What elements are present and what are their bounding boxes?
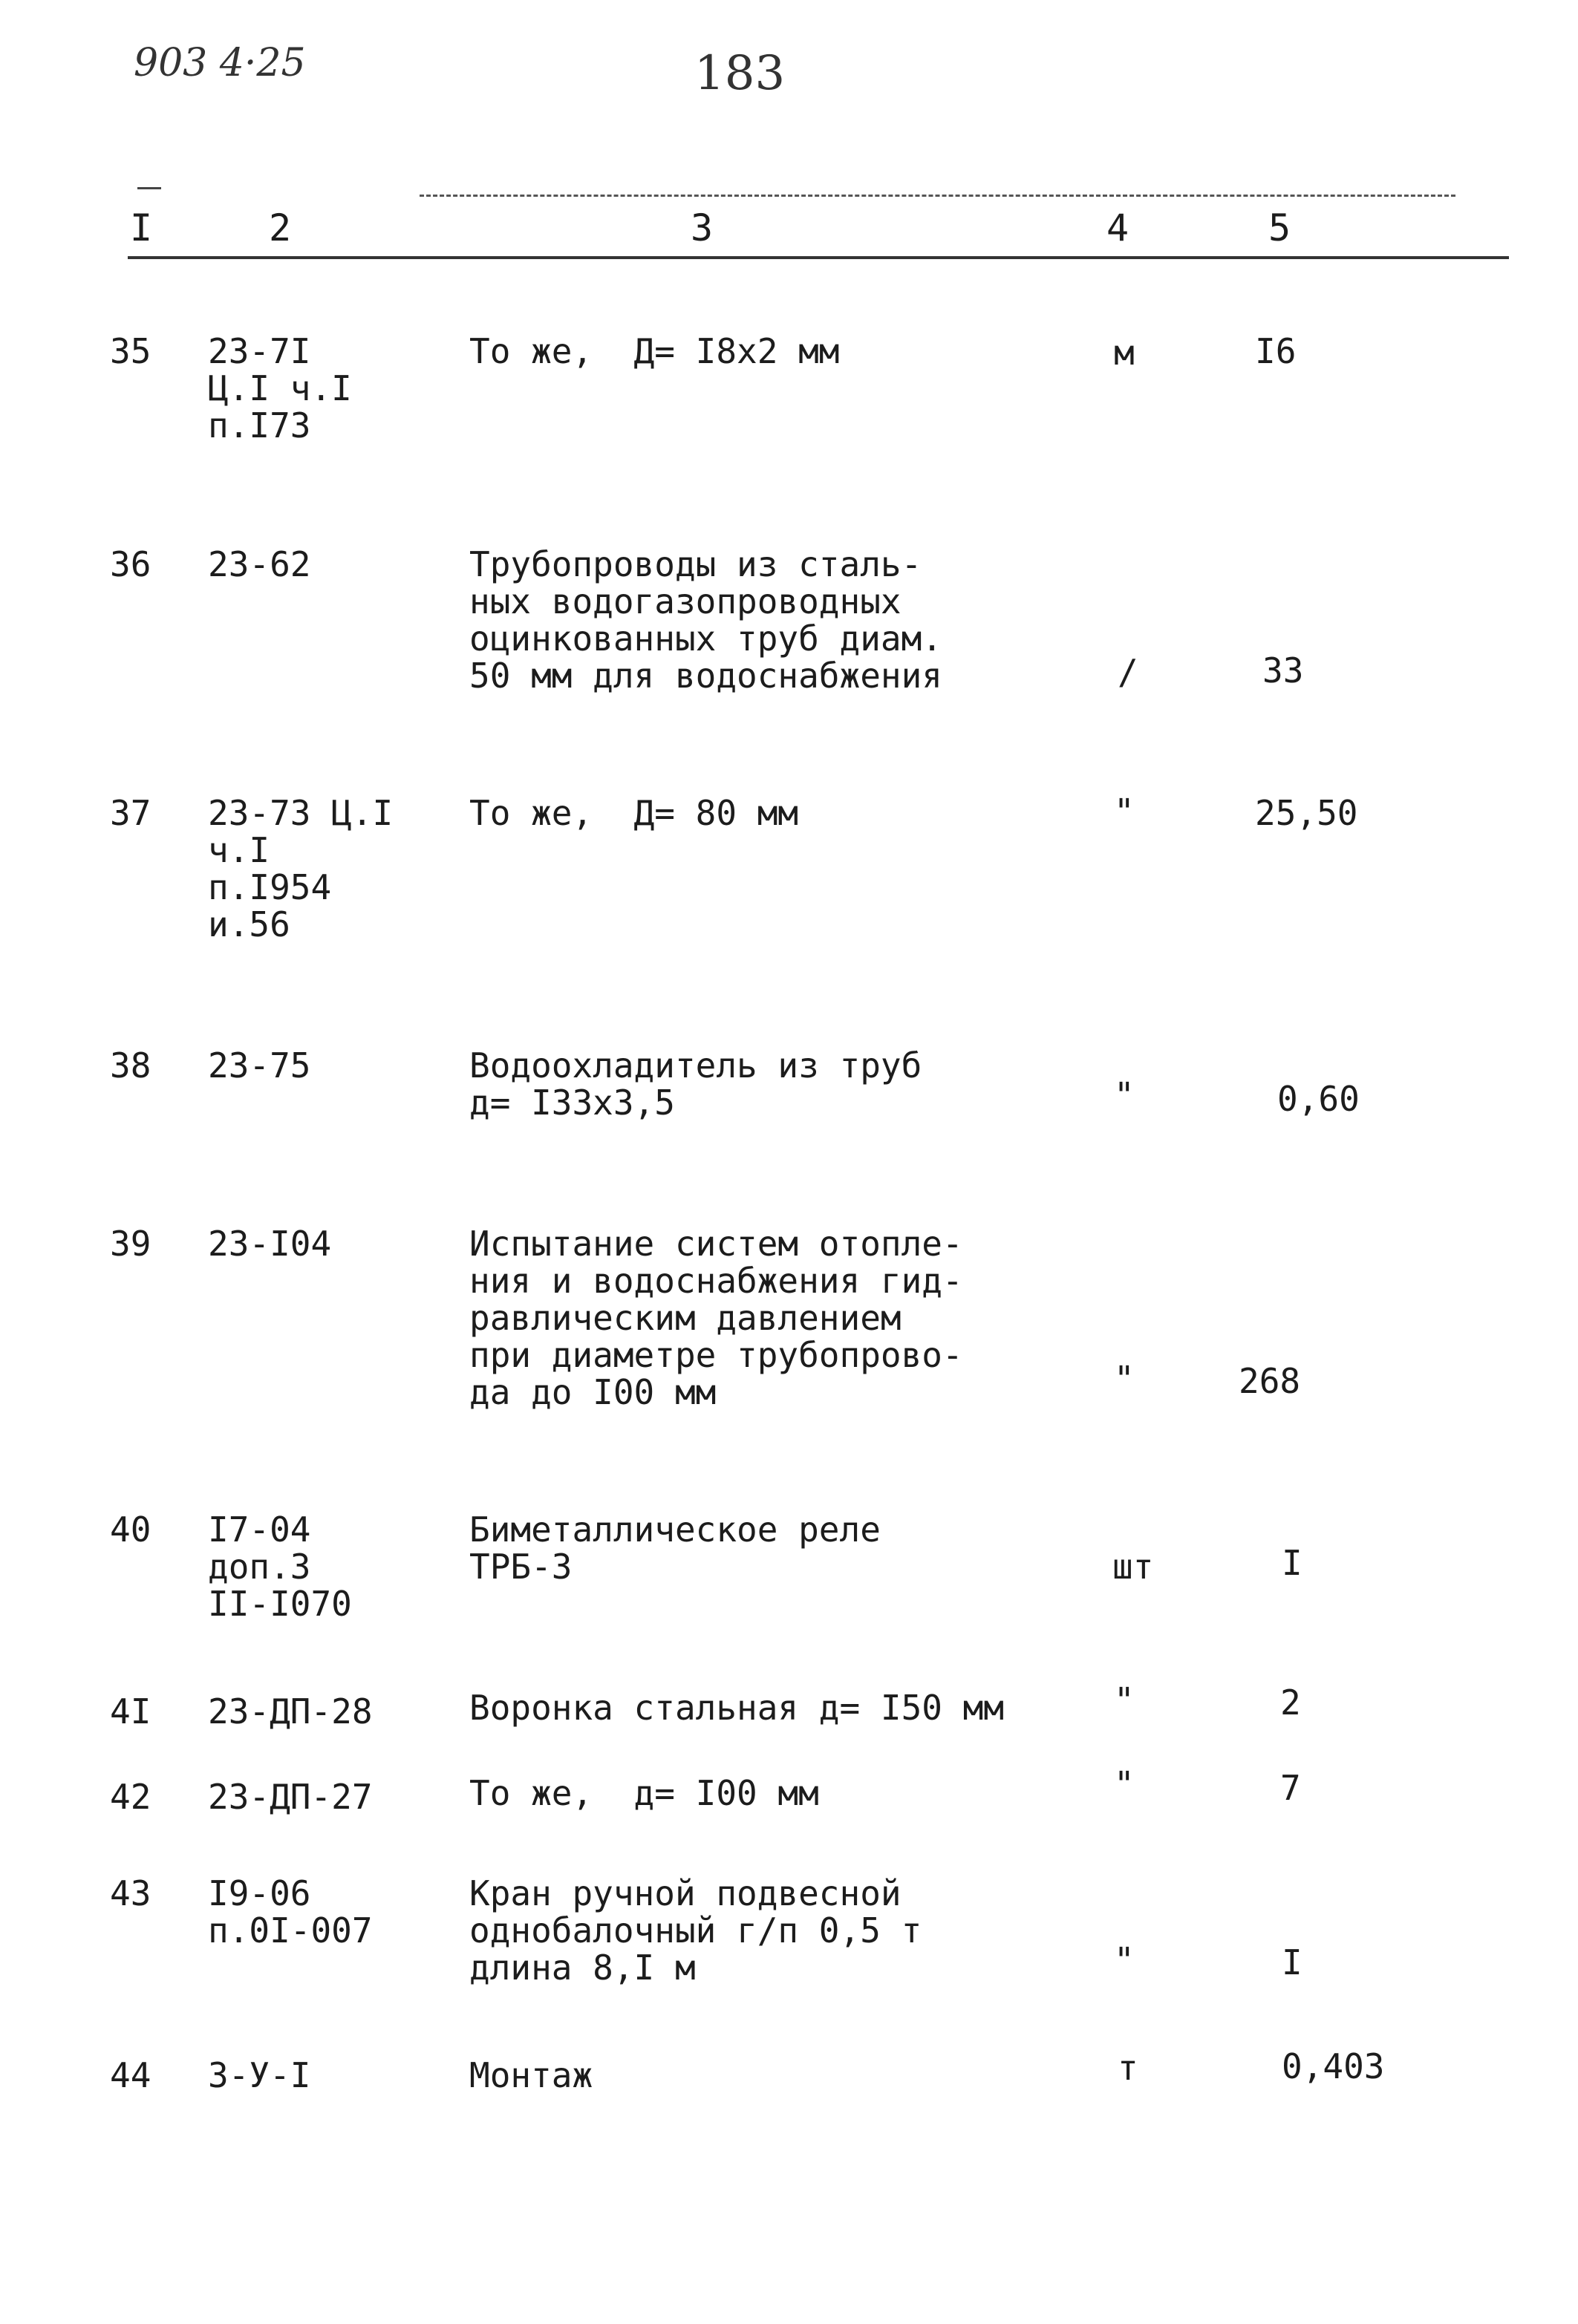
row-description: То же, д= I00 мм (469, 1773, 819, 1813)
row-number: 35 (110, 331, 151, 371)
row-code: I7-04 доп.3 II-I070 (208, 1509, 352, 1624)
row-code: 23-I04 (208, 1224, 332, 1264)
row-quantity: I (1282, 1942, 1302, 1982)
row-number: 44 (110, 2055, 151, 2095)
row-quantity: 33 (1262, 650, 1304, 691)
row-unit: т (1118, 2048, 1138, 2088)
row-code: 23-75 (208, 1045, 311, 1086)
row-description: Испытание систем отопле- ния и водоснабжения гид- равлическим давлением при диаметре трубопрово- да до I00 мм (469, 1224, 963, 1412)
row-description: Монтаж (469, 2055, 593, 2095)
header-short-dash (137, 187, 161, 189)
row-unit: " (1114, 1075, 1135, 1115)
row-quantity: I (1282, 1543, 1302, 1583)
row-number: 39 (110, 1224, 151, 1264)
column-header-1: I (130, 206, 153, 249)
header-bottom-rule (128, 256, 1509, 259)
row-number: 36 (110, 544, 151, 584)
row-unit: шт (1112, 1547, 1154, 1587)
row-unit: " (1114, 791, 1135, 832)
row-description: То же, Д= 80 мм (469, 793, 799, 833)
row-quantity: 2 (1280, 1682, 1301, 1723)
row-number: 42 (110, 1777, 151, 1817)
row-number: 43 (110, 1873, 151, 1913)
row-quantity: 0,60 (1277, 1079, 1360, 1119)
row-description: Трубопроводы из сталь- ных водогазопроводных оцинкованных труб диам. 50 мм для водоснабжения (469, 544, 942, 696)
row-description: Водоохладитель из труб д= I33x3,5 (469, 1045, 922, 1123)
row-description: Кран ручной подвесной однобалочный г/п 0,5 т длина 8,I м (469, 1873, 922, 1988)
row-code: 23-73 Ц.I ч.I п.I954 и.56 (208, 793, 394, 944)
row-number: 37 (110, 793, 151, 833)
row-quantity: 7 (1280, 1768, 1301, 1808)
row-unit: " (1114, 1764, 1135, 1804)
column-header-2: 2 (269, 206, 292, 249)
row-quantity: 268 (1239, 1361, 1301, 1401)
row-description: Воронка стальная д= I50 мм (469, 1688, 1005, 1728)
row-code: 23-7I Ц.I ч.I п.I73 (208, 331, 352, 445)
row-unit: м (1114, 333, 1135, 373)
row-code: 3-У-I (208, 2055, 311, 2095)
row-unit: / (1118, 652, 1138, 692)
column-header-5: 5 (1268, 206, 1291, 249)
row-code: 23-ДП-28 (208, 1691, 373, 1731)
row-code: 23-ДП-27 (208, 1777, 373, 1817)
page-number-handwritten: 183 (694, 46, 786, 101)
header-dashed-rule (420, 195, 1455, 197)
row-unit: " (1114, 1359, 1135, 1399)
row-number: 38 (110, 1045, 151, 1086)
row-number: 4I (110, 1691, 151, 1731)
row-quantity: 0,403 (1282, 2046, 1385, 2086)
document-code-handwritten: 903 4·25 (134, 41, 306, 85)
row-quantity: I6 (1255, 331, 1297, 371)
row-code: I9-06 п.0I-007 (208, 1873, 373, 1951)
row-unit: " (1114, 1680, 1135, 1720)
row-description: Биметаллическое реле ТРБ-3 (469, 1509, 881, 1587)
row-quantity: 25,50 (1255, 793, 1358, 833)
row-number: 40 (110, 1509, 151, 1550)
row-unit: " (1114, 1940, 1135, 1980)
row-code: 23-62 (208, 544, 311, 584)
column-header-3: 3 (691, 206, 714, 249)
row-description: То же, Д= I8x2 мм (469, 331, 840, 371)
column-header-4: 4 (1106, 206, 1129, 249)
